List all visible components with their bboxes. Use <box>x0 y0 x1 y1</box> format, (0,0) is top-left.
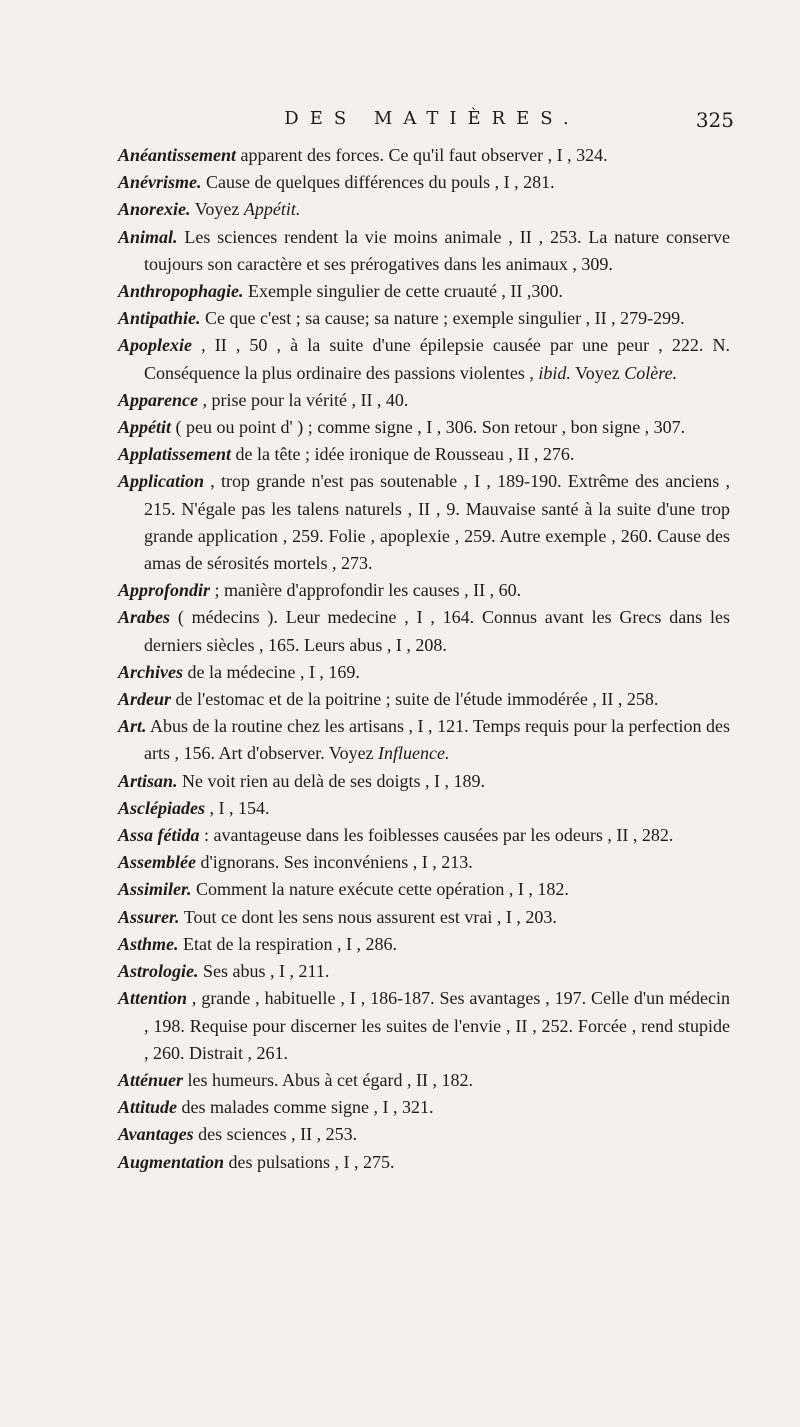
index-entry <box>118 1094 730 1121</box>
index-entries <box>118 142 730 1176</box>
entry-text: apparent des forces. Ce qu'il faut observer , I , 324. <box>236 145 608 165</box>
index-entry <box>118 604 730 658</box>
entry-term: Augmentation <box>118 1151 225 1172</box>
entry-term: Archives <box>118 661 183 682</box>
entry-term: Approfondir <box>118 580 211 601</box>
index-entry <box>118 1149 730 1176</box>
page-number: 325 <box>695 108 734 132</box>
index-entry <box>118 224 730 278</box>
entry-term: Arabes <box>118 607 171 628</box>
entry-text: , grande , habituelle , I , 186-187. Ses avantages , 197. Celle d'un médecin , 198. Requise pour discerner les suites de l'envie , II , 252. Forcée , rend stupide , 260. Distrait , 261. <box>144 988 730 1063</box>
index-entry <box>118 849 730 876</box>
index-entry <box>118 305 730 332</box>
entry-text: Comment la nature exécute cette opération , I , 182. <box>191 879 569 900</box>
entry-text: les humeurs. Abus à cet égard , II , 182. <box>183 1069 473 1090</box>
entry-term: Appétit <box>118 417 171 438</box>
index-entry <box>118 414 730 441</box>
entry-text: des malades comme signe , I , 321. <box>177 1097 434 1118</box>
entry-text: ( peu ou point d' ) ; comme signe , I , 306. Son retour , bon signe , 307. <box>171 417 686 438</box>
index-entry <box>118 196 730 223</box>
index-entry <box>118 822 730 849</box>
index-entry <box>118 1067 730 1094</box>
entry-term: Animal. <box>118 226 178 247</box>
index-entry <box>118 659 730 686</box>
entry-term: Asclépiades <box>118 797 205 818</box>
entry-term: Attitude <box>118 1097 178 1118</box>
entry-text: de la médecine , I , 169. <box>183 661 360 682</box>
index-entry <box>118 468 730 577</box>
entry-text: , trop grande n'est pas soutenable , I , 189-190. Extrême des anciens , 215. N'égale pas les talens naturels , II , 9. Mauvaise santé à la suite d'une trop grande application , 259. Folie , apoplexie , 259. Autre exemple , 260. Cause des amas de sérosités mortels , 273. <box>144 471 730 574</box>
entry-text: de l'estomac et de la poitrine ; suite de l'étude immodérée , II , 258. <box>171 689 659 710</box>
entry-text: , II , 50 , à la suite d'une épilepsie causée par une peur , 222. N. Conséquence la plus ordinaire des passions violentes , <box>144 335 730 383</box>
entry-text: des sciences , II , 253. <box>193 1124 358 1145</box>
entry-term: Avantages <box>118 1124 194 1145</box>
index-entry <box>118 278 730 305</box>
entry-text: Ne voit rien au delà de ses doigts , I , 189. <box>177 770 485 791</box>
entry-text: Exemple singulier de cette cruauté , II ,300. <box>243 281 563 302</box>
entry-term: Apoplexie <box>118 335 192 356</box>
entry-reference: Appétit. <box>243 199 301 220</box>
index-entry <box>118 931 730 958</box>
entry-term: Anorexie. <box>118 199 191 220</box>
entry-text: Abus de la routine chez les artisans , I , 121. Temps requis pour la perfection des arts , 156. Art d'observer. Voyez <box>144 716 730 764</box>
entry-term: Application <box>118 471 205 492</box>
entry-text: de la tête ; idée ironique de Rousseau , II , 276. <box>231 444 575 465</box>
index-entry <box>118 876 730 903</box>
entry-text: Voyez <box>190 199 244 220</box>
entry-text: Cause de quelques différences du pouls , I , 281. <box>201 172 555 193</box>
index-entry <box>118 713 730 767</box>
index-entry <box>118 142 730 169</box>
entry-text: : avantageuse dans les foiblesses causées par les odeurs , II , 282. <box>199 825 674 846</box>
entry-term: Assa fétida <box>118 825 200 846</box>
entry-text: Etat de la respiration , I , 286. <box>178 933 397 954</box>
entry-term: Art. <box>118 716 147 737</box>
running-head <box>130 108 734 138</box>
index-entry <box>118 985 730 1067</box>
entry-term: Anéantissement <box>118 145 237 165</box>
index-entry <box>118 958 730 985</box>
entry-reference: Colère. <box>624 362 678 383</box>
index-entry <box>118 387 730 414</box>
index-entry <box>118 686 730 713</box>
entry-text: Tout ce dont les sens nous assurent est vrai , I , 203. <box>179 906 557 927</box>
index-entry <box>118 904 730 931</box>
entry-text: , I , 154. <box>205 797 270 818</box>
entry-text: des pulsations , I , 275. <box>224 1151 395 1172</box>
index-entry <box>118 795 730 822</box>
index-entry <box>118 332 730 386</box>
entry-term: Ardeur <box>118 689 172 710</box>
entry-text: ( médecins ). Leur medecine , I , 164. Connus avant les Grecs dans les derniers siècles , 165. Leurs abus , I , 208. <box>144 607 730 655</box>
entry-text: Ce que c'est ; sa cause; sa nature ; exemple singulier , II , 279-299. <box>200 308 685 329</box>
index-entry <box>118 577 730 604</box>
entry-term: Anévrisme. <box>118 172 202 193</box>
index-entry <box>118 768 730 795</box>
entry-reference: ibid. <box>538 362 571 383</box>
entry-term: Antipathie. <box>118 308 201 329</box>
running-title: DES MATIÈRES. <box>284 108 580 129</box>
entry-term: Anthropophagie. <box>118 281 244 302</box>
index-entry <box>118 1121 730 1148</box>
entry-text: Les sciences rendent la vie moins animale , II , 253. La nature conserve toujours son caractère et ses prérogatives dans les animaux , 309. <box>144 226 730 274</box>
index-entry <box>118 169 730 196</box>
entry-reference: Influence. <box>378 743 450 764</box>
entry-term: Assimiler. <box>118 879 192 900</box>
entry-term: Astrologie. <box>118 961 199 982</box>
entry-text: Voyez <box>570 362 625 383</box>
index-entry <box>118 441 730 468</box>
entry-text: Ses abus , I , 211. <box>198 961 330 982</box>
entry-text: , prise pour la vérité , II , 40. <box>198 389 409 410</box>
entry-text: ; manière d'approfondir les causes , II , 60. <box>210 580 522 601</box>
entry-term: Atténuer <box>118 1069 184 1090</box>
entry-term: Assurer. <box>118 906 180 927</box>
entry-term: Artisan. <box>118 770 178 791</box>
entry-term: Attention <box>118 988 188 1009</box>
entry-text: d'ignorans. Ses inconvéniens , I , 213. <box>196 852 473 873</box>
entry-term: Apparence <box>118 389 198 410</box>
entry-term: Applatissement <box>118 444 232 465</box>
entry-term: Asthme. <box>118 933 179 954</box>
entry-term: Assemblée <box>118 852 196 873</box>
